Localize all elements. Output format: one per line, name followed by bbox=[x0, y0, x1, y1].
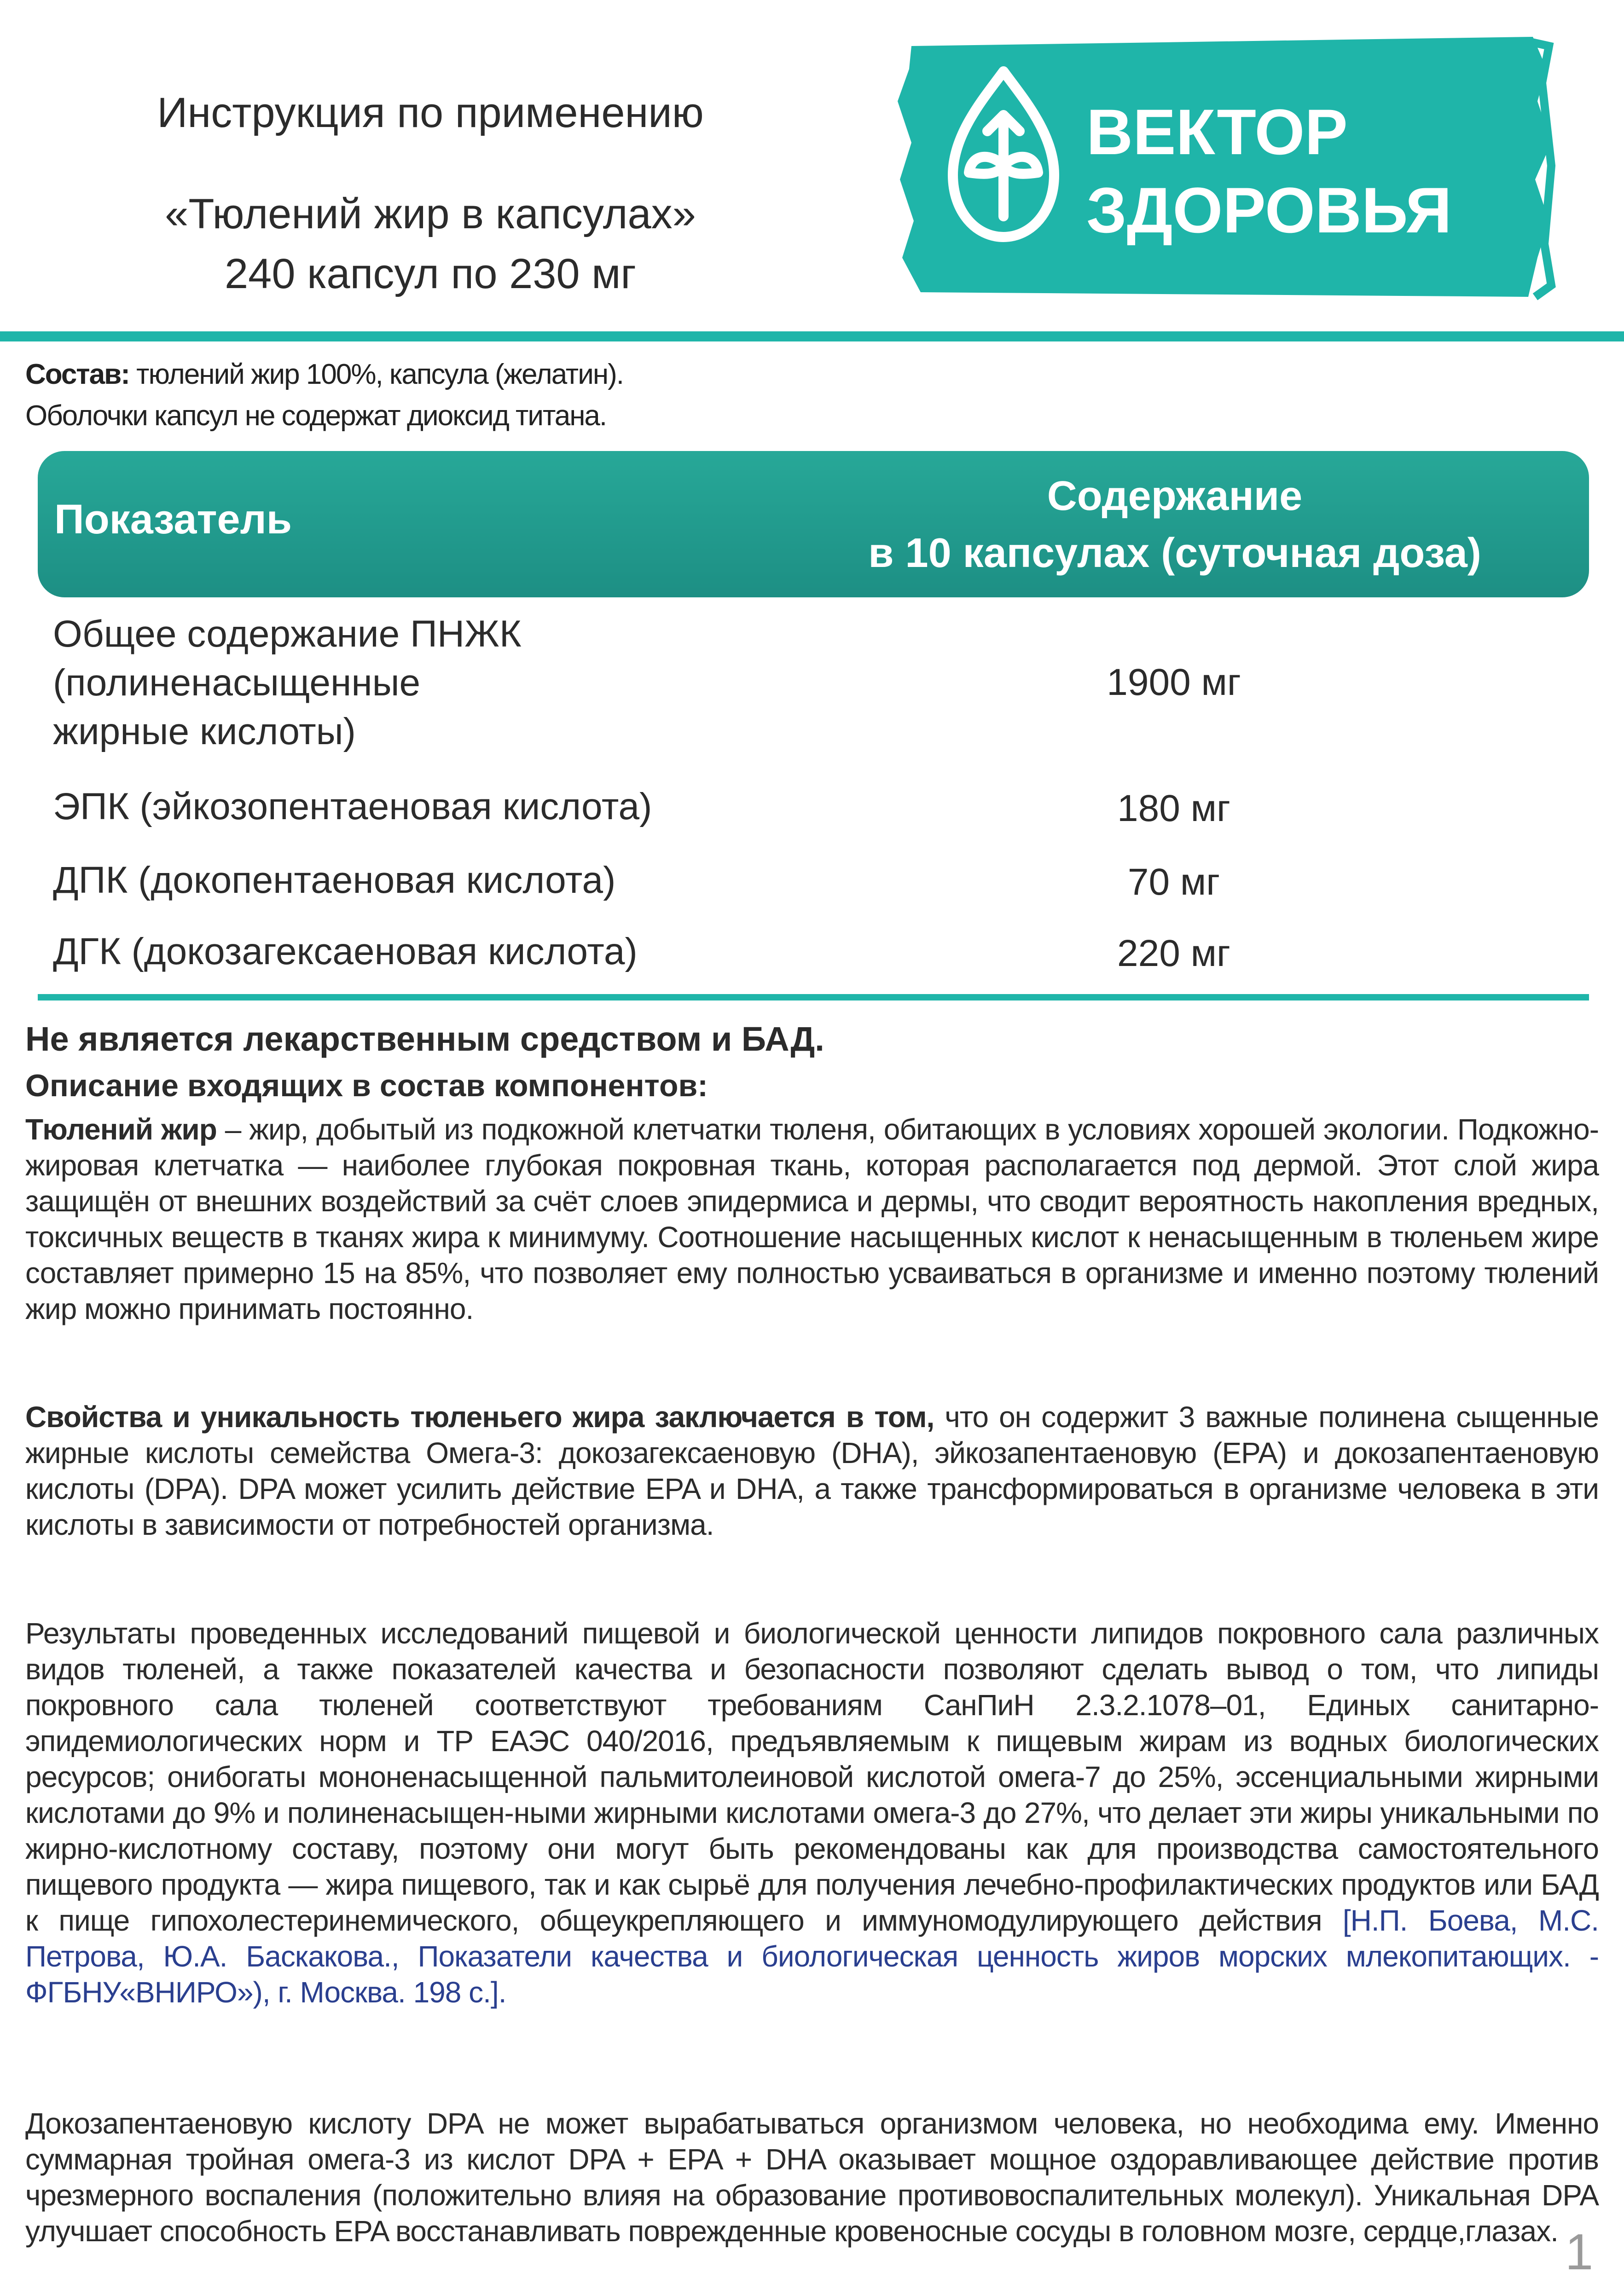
components-description-title: Описание входящих в состав компонентов: bbox=[25, 1068, 708, 1103]
row-name-line: жирные кислоты) bbox=[53, 711, 356, 752]
page-number: 1 bbox=[1565, 2224, 1594, 2280]
not-drug-notice: Не является лекарственным средством и БАД. bbox=[25, 1020, 824, 1058]
composition-text: тюлений жир 100%, капсула (желатин). bbox=[129, 359, 623, 390]
composition bbox=[25, 355, 623, 394]
header-product-name: «Тюлений жир в капсулах» bbox=[165, 191, 696, 237]
paragraph-text: что он содержит 3 важные полинена сыщенные жирные кислоты семейства Омега-3: докозагексаеновую (DHA), эйкозапентаеновую (EPA) и докозапентаеновую кислоты (DPA). DPA может усилить действие EPA и DHA, а также трансформироваться в организме человека в эти кислоты в зависимости от потребностей организма. bbox=[25, 1400, 1599, 1541]
table-row-value: 70 мг bbox=[1127, 861, 1220, 903]
table-row-value: 1900 мг bbox=[1107, 661, 1241, 703]
table-row-value: 180 мг bbox=[1117, 787, 1230, 829]
table-row-value: 220 мг bbox=[1117, 932, 1230, 974]
table-row-name: ДГК (докозагексаеновая кислота) bbox=[53, 931, 638, 972]
table-row-name: ЭПК (эйкозопентаеновая кислота) bbox=[53, 786, 652, 827]
table-col-content-line1: Содержание bbox=[1047, 473, 1303, 519]
row-name-line: Общее содержание ПНЖК bbox=[53, 613, 522, 655]
table-col-content-line2: в 10 капсулах (суточная доза) bbox=[868, 530, 1481, 576]
paragraph-dpa bbox=[25, 2105, 1599, 2249]
composition-note: Оболочки капсул не содержат диоксид титана. bbox=[25, 400, 607, 432]
row-name-line: (полиненасыщенные bbox=[53, 662, 421, 704]
paragraph-seal-oil bbox=[25, 1111, 1599, 1327]
paragraph-text: Докозапентаеновую кислоту DPA не может вырабатываться организмом человека, но необходима ему. Именно суммарная тройная омега-3 из кислот DPA + EPA + DHA оказывает мощное оздоравливающее действие против чрезмерного воспаления (положительно влияя на образование противовоспалительных молекул). Уникальная DPA улучшает способность EPA восстанавливать поврежденные кровеносные сосуды в головном мозге, сердце,глазах. bbox=[25, 2107, 1599, 2248]
header-divider bbox=[0, 331, 1624, 341]
table-col-indicator: Показатель bbox=[54, 497, 292, 543]
paragraph-properties bbox=[25, 1399, 1599, 1543]
reference-citation: [Н.П. Боева, М.С. Петрова, Ю.А. Баскакова., Показатели качества и биологическая ценность жиров морских млекопитающих. - ФГБНУ«ВНИРО»), г. Москва. 198 с.]. bbox=[25, 1904, 1599, 2009]
paragraph-text: – жир, добытый из подкожной клетчатки тюленя, обитающих в условиях хорошей экологии. Подкожно-жировая клетчатка — наиболее глубокая покровная ткань, которая располагается под дермой. Этот слой жира защищён от внешних воздействий за счёт слоев эпидермиса и дермы, что сводит вероятность накопления вредных, токсичных веществ в тканях жира к минимуму. Соотношение насыщенных кислот к ненасыщенным в тюленьем жире составляет примерно 15 на 85%, что позволяет ему полностью усваиваться в организме и именно поэтому тюлений жир можно принимать постоянно. bbox=[25, 1113, 1599, 1325]
paragraph-bold-lead: Тюлений жир bbox=[25, 1113, 217, 1146]
table-bottom-divider bbox=[38, 994, 1589, 1001]
composition-label: Состав: bbox=[25, 359, 129, 390]
paragraph-research bbox=[25, 1615, 1599, 2010]
brand-logo bbox=[893, 28, 1556, 304]
table-header bbox=[38, 451, 1589, 597]
table-col-content bbox=[774, 468, 1575, 582]
table-row-name: ДПК (докопентаеновая кислота) bbox=[53, 859, 616, 901]
table-row-name bbox=[53, 610, 522, 756]
paragraph-bold-lead: Свойства и уникальность тюленьего жира заключается в том, bbox=[25, 1400, 934, 1434]
paragraph-text: Результаты проведенных исследований пищевой и биологической ценности липидов покровного сала различных видов тюленей, а также показателей качества и безопасности позволяют сделать вывод о том, что липиды покровного сала тюленей соответствуют требованиям СанПиН 2.3.2.1078–01, Единых санитарно-эпидемиологических норм и ТР ЕАЭС 040/2016, предъявляемым к пищевым жирам из водных биологических ресурсов; онибогаты мононенасыщенной пальмитолеиновой кислотой омега-7 до 25%, эссенциальными жирными кислотами до 9% и полиненасыщен-ными жирными кислотами омега-3 до 27%, что делает эти жиры уникальными по жирно-кислотному составу, поэтому они могут быть рекомендованы как для производства самостоятельного пищевого продукта — жира пищевого, так и как сырьё для получения лечебно-профилактических продуктов или БАД к пище гипохолестеринемического, общеукрепляющего и иммуномодулирующего действия bbox=[25, 1617, 1599, 1937]
header-capsules: 240 капсул по 230 мг bbox=[225, 250, 636, 297]
logo-line1: ВЕКТОР bbox=[1086, 96, 1348, 168]
header-instruction: Инструкция по применению bbox=[157, 89, 704, 136]
logo-line2: ЗДОРОВЬЯ bbox=[1086, 174, 1452, 246]
